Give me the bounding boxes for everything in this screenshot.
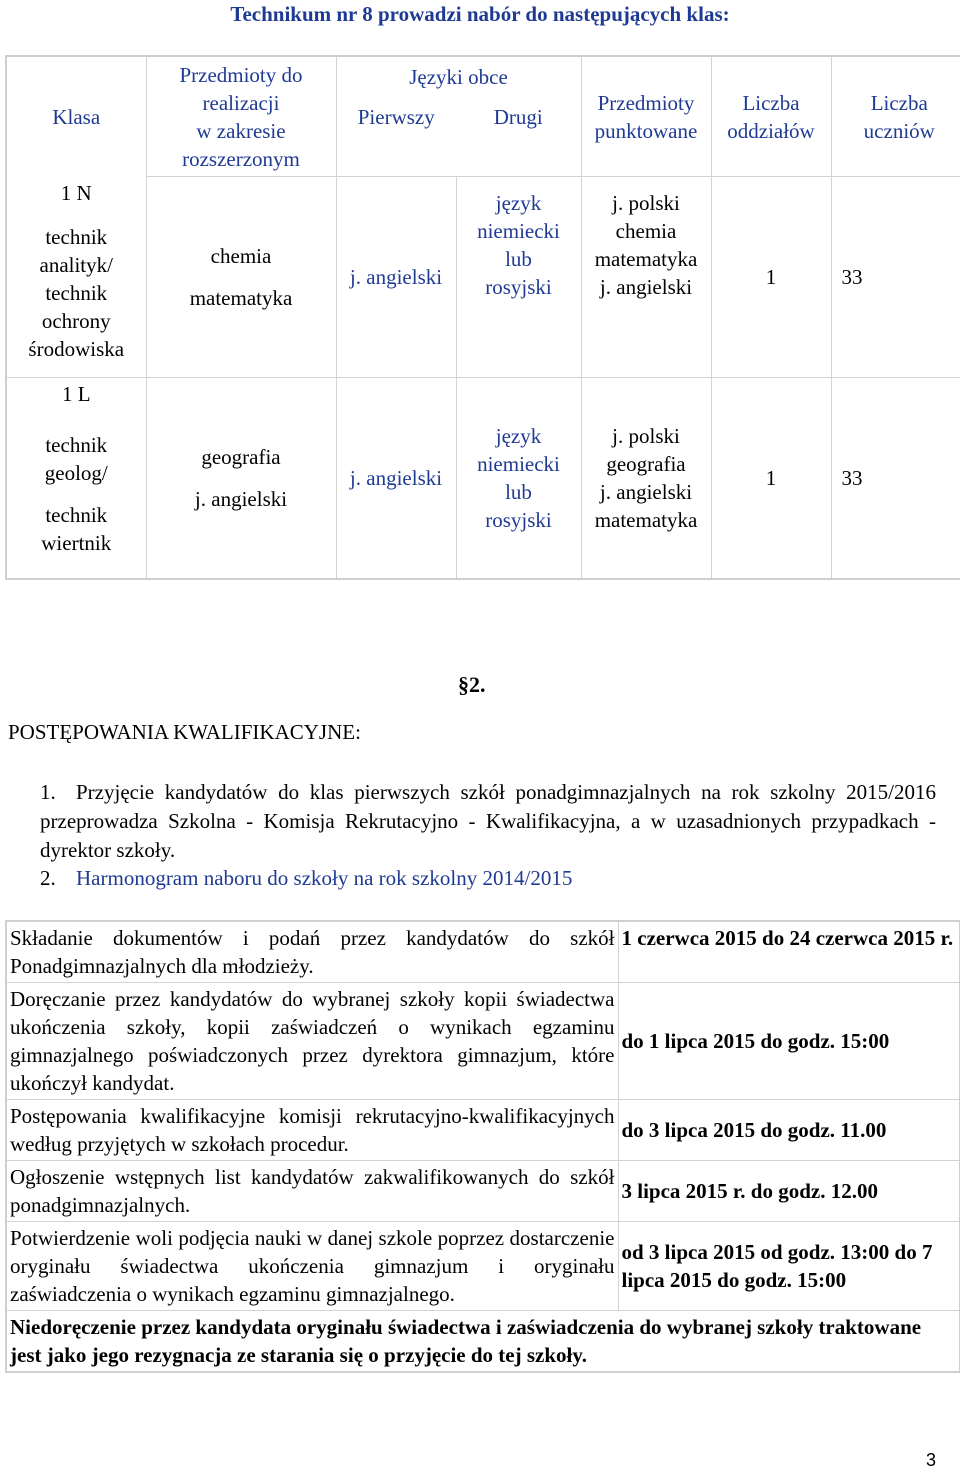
class-code-1n: 1 N <box>6 177 146 209</box>
class-table <box>5 55 960 580</box>
divisions-1n: 1 <box>711 177 831 378</box>
paragraph-2 <box>40 864 936 893</box>
extended-subjects-1n: chemia matematyka <box>146 177 336 378</box>
schedule-date: 1 czerwca 2015 do 24 czerwca 2015 r. <box>618 921 960 983</box>
class-table-header <box>6 56 960 177</box>
second-language-1l: język niemiecki lub rosyjski <box>456 377 581 579</box>
header-students: Liczba uczniów <box>831 56 960 177</box>
schedule-desc: Składanie dokumentów i podań przez kandydatów do szkół Ponadgimnazjalnych dla młodzieży. <box>6 921 618 983</box>
schedule-row <box>6 983 960 1100</box>
schedule-desc: Ogłoszenie wstępnych list kandydatów zakwalifikowanych do szkół ponadgimnazjalnych. <box>6 1161 618 1222</box>
paragraph-2-number: 2. <box>40 866 56 890</box>
schedule-desc: Postępowania kwalifikacyjne komisji rekrutacyjno-kwalifikacyjnych według przyjętych w szkołach procedur. <box>6 1100 618 1161</box>
first-language-1n: j. angielski <box>336 177 456 378</box>
students-1n: 33 <box>831 177 960 378</box>
schedule-desc: Doręczanie przez kandydatów do wybranej szkoły kopii świadectwa ukończenia szkoły, kopii zaświadczeń o wynikach egzaminu gimnazjalnego poświadczonych przez dyrektora gimnazjum, które ukończył kandydat. <box>6 983 618 1100</box>
schedule-row <box>6 1100 960 1161</box>
section-number: §2. <box>458 672 486 697</box>
header-extended-subjects: Przedmioty do realizacji w zakresie rozszerzonym <box>146 56 336 177</box>
header-first-language: Pierwszy <box>357 105 435 129</box>
header-divisions: Liczba oddziałów <box>711 56 831 177</box>
schedule-row <box>6 1161 960 1222</box>
header-klasa: Klasa <box>6 56 146 177</box>
schedule-desc: Potwierdzenie woli podjęcia nauki w danej szkole poprzez dostarczenie oryginału świadectwa ukończenia gimnazjum i oryginału zaświadczenia o wynikach egzaminu gimnazjalnego. <box>6 1222 618 1311</box>
schedule-date: 3 lipca 2015 r. do godz. 12.00 <box>618 1161 960 1222</box>
scored-subjects-1n: j. polski chemia matematyka j. angielski <box>581 177 711 378</box>
schedule-row <box>6 1222 960 1311</box>
divisions-1l: 1 <box>711 377 831 579</box>
scored-subjects-1l: j. polski geografia j. angielski matematyka <box>581 377 711 579</box>
profile-1n: technik analityk/ technik ochrony środowiska <box>6 209 146 378</box>
schedule-date: do 1 lipca 2015 do godz. 15:00 <box>618 983 960 1100</box>
students-1l: 33 <box>831 377 960 579</box>
header-languages: Języki obce Pierwszy Drugi <box>336 56 581 177</box>
paragraph-1 <box>40 778 936 865</box>
paragraph-1-text: Przyjęcie kandydatów do klas pierwszych szkół ponadgimnazjalnych na rok szkolny 2015/2016 przeprowadza Szkolna - Komisja Rekrutacyjno - Kwalifikacyjna, a w uzasadnionych przypadkach - dyrektor szkoły. <box>40 780 936 862</box>
first-language-1l: j. angielski <box>336 377 456 579</box>
section-heading: POSTĘPOWANIA KWALIFIKACYJNE: <box>8 720 361 744</box>
header-second-language: Drugi <box>493 105 543 129</box>
class-code-1l: 1 L <box>6 377 146 410</box>
second-language-1n: język niemiecki lub rosyjski <box>456 177 581 378</box>
extended-subjects-1l: geografia j. angielski <box>146 377 336 579</box>
page-number: 3 <box>926 1450 937 1470</box>
schedule-table <box>5 920 960 1373</box>
schedule-row <box>6 921 960 983</box>
schedule-date: od 3 lipca 2015 od godz. 13:00 do 7 lipca 2015 do godz. 15:00 <box>618 1222 960 1311</box>
schedule-note: Niedoręczenie przez kandydata oryginału świadectwa i zaświadczenia do wybranej szkoły traktowane jest jako jego rezygnacja ze starania się o przyjęcie do tej szkoły. <box>6 1311 960 1373</box>
schedule-note-row <box>6 1311 960 1373</box>
schedule-date: do 3 lipca 2015 do godz. 11.00 <box>618 1100 960 1161</box>
paragraph-1-number: 1. <box>40 780 56 804</box>
header-scored-subjects: Przedmioty punktowane <box>581 56 711 177</box>
paragraph-2-text: Harmonogram naboru do szkoły na rok szkolny 2014/2015 <box>76 866 573 890</box>
profile-1l: technik geolog/ technik wiertnik <box>6 410 146 579</box>
page-title: Technikum nr 8 prowadzi nabór do następujących klas: <box>230 2 730 26</box>
